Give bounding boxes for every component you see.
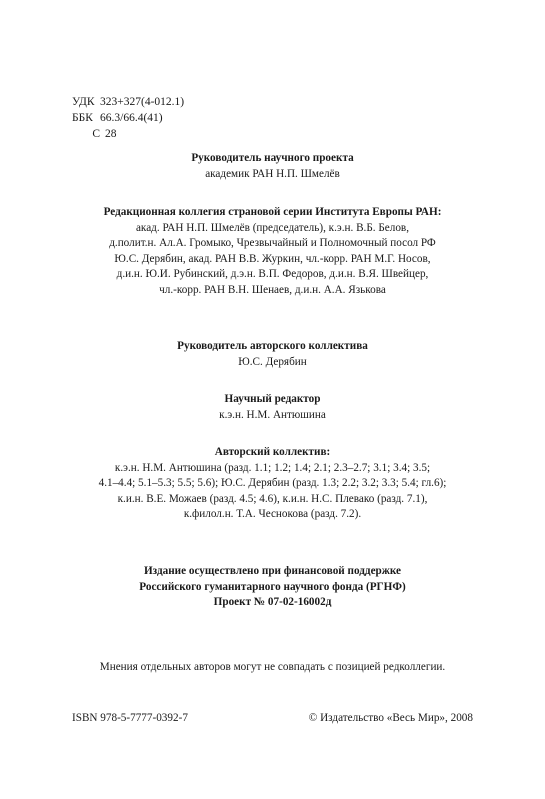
- c-row: [72, 126, 184, 142]
- authors-head-heading: Руководитель авторского коллектива: [177, 340, 368, 352]
- funding-line: Издание осуществлено при финансовой поддержке: [143, 565, 402, 577]
- isbn-text: ISBN 978-5-7777-0392-7: [72, 712, 188, 724]
- c-label: С: [92, 128, 100, 140]
- scientific-editor-name: к.э.н. Н.М. Антюшина: [219, 408, 326, 421]
- project-head-name: академик РАН Н.П. Шмелёв: [205, 167, 340, 180]
- project-head-block: [0, 151, 545, 182]
- authors-block: [0, 445, 545, 523]
- bbk-value: 66.3/66.4(41): [100, 112, 163, 124]
- udk-value: 323+327(4-012.1): [100, 96, 185, 108]
- authors-line: к.и.н. В.Е. Можаев (разд. 4.5; 4.6), к.и.н. Н.С. Плевако (разд. 7.1),: [117, 492, 428, 505]
- authors-line: к.э.н. Н.М. Антюшина (разд. 1.1; 1.2; 1.4; 2.1; 2.3–2.7; 3.1; 3.4; 3.5;: [114, 461, 431, 474]
- udk-label: УДК: [72, 96, 95, 108]
- editorial-board-heading: Редакционная коллегия страновой серии Института Европы РАН:: [103, 206, 442, 218]
- bbk-row: [72, 110, 184, 126]
- disclaimer-text: Мнения отдельных авторов могут не совпадать с позицией редколлегии.: [99, 661, 446, 673]
- copyright-text: © Издательство «Весь Мир», 2008: [308, 712, 473, 724]
- funding-line: Российского гуманитарного научного фонда (РГНФ): [139, 580, 406, 593]
- funding-line: Проект № 07-02-16002д: [213, 596, 332, 608]
- authors-line: 4.1–4.4; 5.1–5.3; 5.5; 5.6); Ю.С. Дерябин (разд. 1.3; 2.2; 3.2; 3.3; 5.4; гл.6);: [98, 477, 447, 489]
- classification-block: [72, 94, 184, 142]
- editorial-board-line: чл.-корр. РАН В.Н. Шенаев, д.и.н. А.А. Язькова: [159, 283, 386, 296]
- editorial-board-line: акад. РАН Н.П. Шмелёв (председатель), к.э.н. В.Б. Белов,: [135, 221, 410, 234]
- editorial-board-line: д.и.н. Ю.И. Рубинский, д.э.н. В.П. Федоров, д.и.н. В.Я. Швейцер,: [116, 268, 429, 280]
- authors-head-block: [0, 339, 545, 370]
- editorial-board-block: [0, 205, 545, 298]
- bbk-label: ББК: [72, 112, 93, 124]
- authors-line: к.филол.н. Т.А. Чеснокова (разд. 7.2).: [183, 508, 362, 520]
- funding-block: [0, 564, 545, 611]
- authors-head-name: Ю.С. Дерябин: [238, 355, 307, 368]
- authors-heading: Авторский коллектив:: [214, 446, 331, 458]
- editorial-board-line: Ю.С. Дерябин, акад. РАН В.В. Журкин, чл.-корр. РАН М.Г. Носов,: [114, 252, 431, 265]
- c-value: 28: [105, 128, 117, 140]
- udk-row: [72, 94, 184, 110]
- project-head-heading: Руководитель научного проекта: [191, 152, 354, 164]
- editorial-board-line: д.полит.н. Ал.А. Громыко, Чрезвычайный и Полномочный посол РФ: [109, 237, 436, 249]
- scientific-editor-block: [0, 392, 545, 423]
- scientific-editor-heading: Научный редактор: [224, 393, 321, 405]
